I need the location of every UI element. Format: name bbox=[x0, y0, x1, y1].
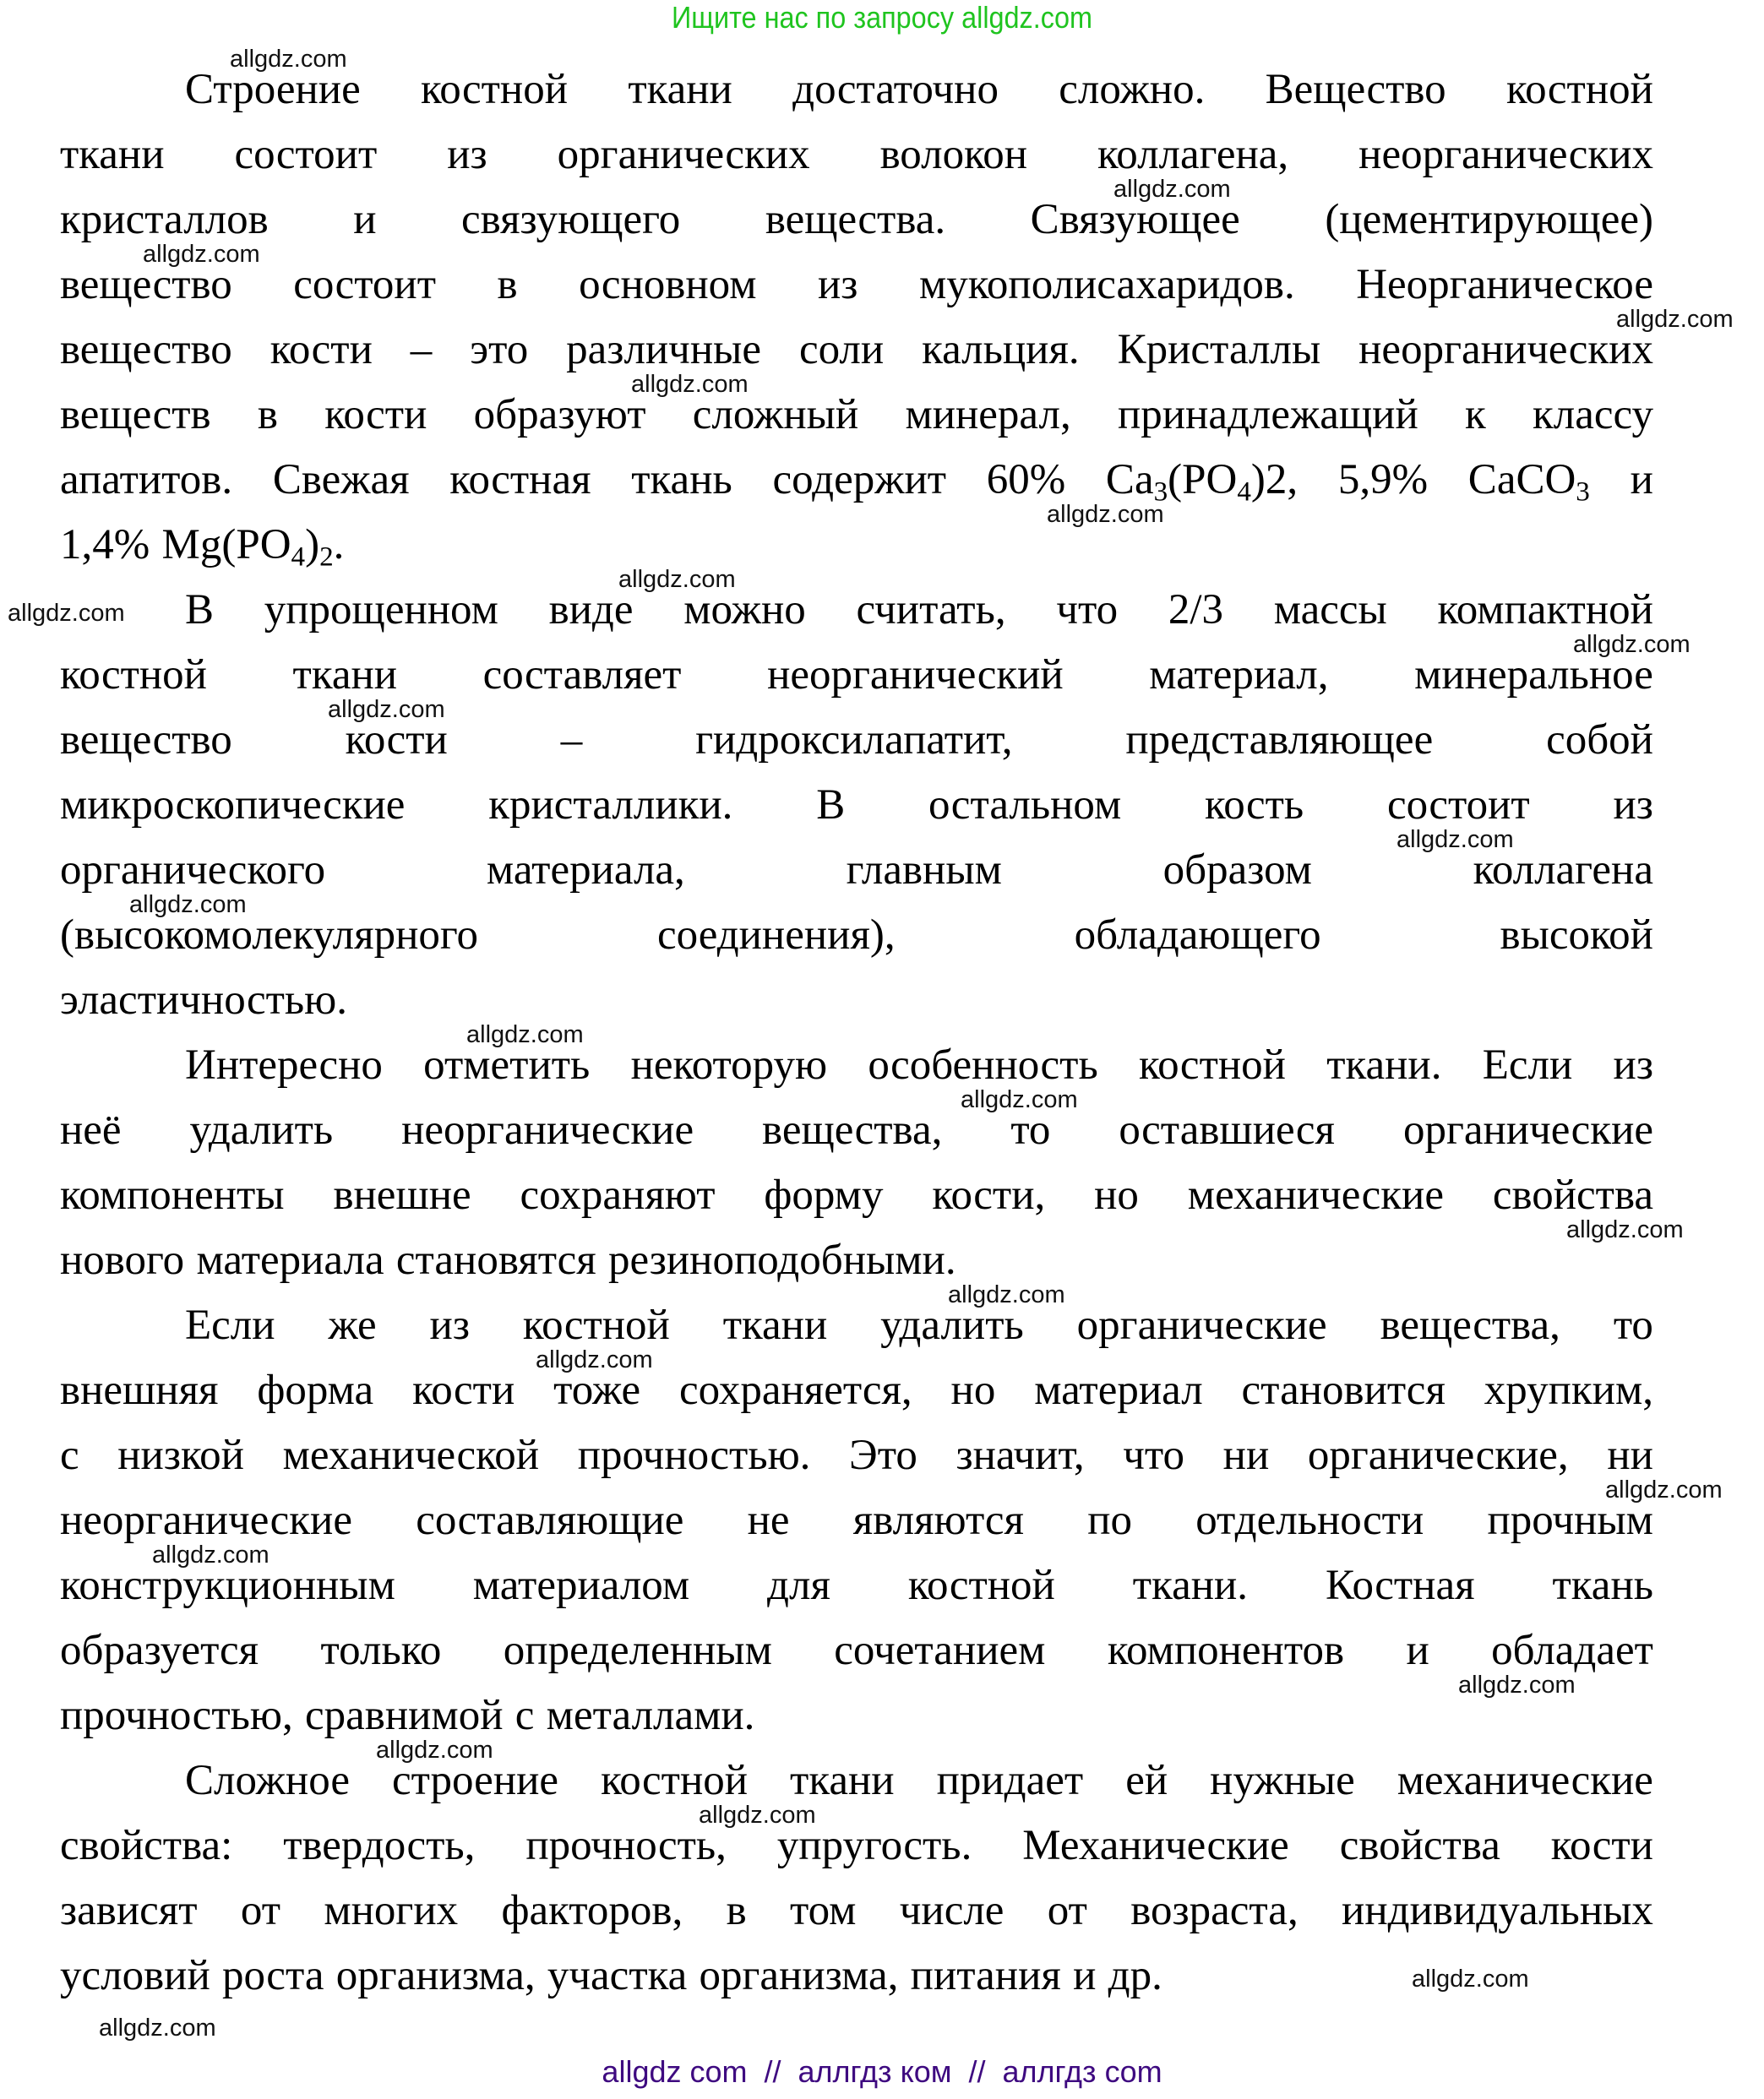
word: в bbox=[497, 261, 518, 308]
word: ткани. bbox=[1132, 1562, 1249, 1609]
word: механические bbox=[1396, 1757, 1653, 1804]
word: возраста, bbox=[1130, 1887, 1298, 1934]
text-line bbox=[60, 578, 1653, 643]
word: неорганические bbox=[60, 1497, 352, 1544]
word: неорганических bbox=[1358, 326, 1653, 373]
word: органического bbox=[60, 846, 326, 894]
word: CaCO$_3$ bbox=[1467, 456, 1590, 508]
word: к bbox=[1465, 391, 1486, 438]
word: составляющие bbox=[416, 1497, 684, 1544]
word: придает bbox=[936, 1757, 1084, 1804]
watermark-text: allgdz.com bbox=[328, 696, 445, 723]
word: в bbox=[257, 391, 278, 438]
word: минерал, bbox=[905, 391, 1071, 438]
text-line bbox=[60, 1228, 1653, 1293]
word: собой bbox=[1546, 716, 1653, 764]
word: сочетанием bbox=[834, 1627, 1046, 1674]
word: (цементирующее) bbox=[1325, 196, 1653, 243]
word: Костная bbox=[1326, 1562, 1475, 1609]
text-line bbox=[60, 318, 1653, 383]
text-line bbox=[60, 253, 1653, 318]
word: составляет bbox=[482, 651, 682, 699]
watermark-text: allgdz.com bbox=[699, 1802, 816, 1829]
word: форма bbox=[257, 1367, 374, 1414]
word: строение bbox=[392, 1757, 559, 1804]
word: ткани bbox=[292, 651, 398, 699]
word: Это bbox=[849, 1432, 917, 1479]
watermark-text: allgdz.com bbox=[152, 1542, 270, 1569]
text-line bbox=[60, 1358, 1653, 1423]
word: Кристаллы bbox=[1117, 326, 1321, 373]
word: основном bbox=[579, 261, 757, 308]
word: Интересно bbox=[185, 1041, 383, 1089]
word: мукополисахаридов. bbox=[918, 261, 1295, 308]
text-line bbox=[60, 188, 1653, 253]
word: то bbox=[1613, 1302, 1653, 1349]
word: материал bbox=[1034, 1367, 1203, 1414]
watermark-text: allgdz.com bbox=[1616, 306, 1734, 333]
word: вещества. bbox=[765, 196, 946, 243]
word: прочностью. bbox=[577, 1432, 811, 1479]
word: ткани bbox=[722, 1302, 828, 1349]
word: только bbox=[320, 1627, 442, 1674]
word: по bbox=[1087, 1497, 1133, 1544]
text-line bbox=[60, 122, 1653, 188]
word: внешняя bbox=[60, 1367, 219, 1414]
word: том bbox=[790, 1887, 857, 1934]
word: и bbox=[1406, 1627, 1429, 1674]
word: материалом bbox=[472, 1562, 690, 1609]
word: 2/3 bbox=[1168, 586, 1223, 634]
word: упрощенном bbox=[264, 586, 498, 634]
word: эластичностью. bbox=[60, 976, 348, 1024]
word: ткани bbox=[60, 131, 165, 178]
word: виде bbox=[548, 586, 634, 634]
word: Сложное bbox=[185, 1757, 350, 1804]
word: образуется bbox=[60, 1627, 259, 1674]
word: то bbox=[1010, 1107, 1051, 1154]
word: некоторую bbox=[630, 1041, 828, 1089]
text-line bbox=[60, 383, 1653, 448]
word: прочным bbox=[1487, 1497, 1653, 1544]
word: числе bbox=[899, 1887, 1004, 1934]
word: определенным bbox=[503, 1627, 772, 1674]
word: отметить bbox=[423, 1041, 591, 1089]
word: оставшиеся bbox=[1119, 1107, 1335, 1154]
word: (высокомолекулярного bbox=[60, 911, 479, 959]
word: ткань bbox=[1552, 1562, 1653, 1609]
word: ни bbox=[1607, 1432, 1653, 1479]
word: Строение bbox=[185, 66, 361, 113]
watermark-text: allgdz.com bbox=[376, 1737, 493, 1764]
word: не bbox=[747, 1497, 790, 1544]
word: др. bbox=[1108, 1952, 1162, 1999]
watermark-text: allgdz.com bbox=[1566, 1216, 1684, 1243]
word: ткани. bbox=[1326, 1041, 1442, 1089]
word: металлами. bbox=[546, 1692, 755, 1739]
word: внешне bbox=[333, 1172, 471, 1219]
word: массы bbox=[1273, 586, 1387, 634]
word: коллагена bbox=[1473, 846, 1653, 894]
word: организма, bbox=[699, 1952, 899, 1999]
word: $Ca_3(PO_4)2$, bbox=[1105, 456, 1298, 508]
text-line bbox=[60, 708, 1653, 773]
word: компоненты bbox=[60, 1172, 285, 1219]
word: что bbox=[1123, 1432, 1185, 1479]
text-line bbox=[60, 513, 1653, 578]
word: с bbox=[514, 1692, 535, 1739]
word: органические, bbox=[1307, 1432, 1569, 1479]
word: вещество bbox=[60, 716, 232, 764]
word: ткани bbox=[628, 66, 732, 113]
word: тоже bbox=[553, 1367, 641, 1414]
watermark-text: allgdz.com bbox=[129, 891, 247, 918]
word: являются bbox=[852, 1497, 1024, 1544]
word: сохраняют bbox=[520, 1172, 716, 1219]
word: апатитов. bbox=[60, 456, 233, 503]
word: удалить bbox=[189, 1107, 334, 1154]
word: зависят bbox=[60, 1887, 198, 1934]
word: резиноподобными. bbox=[607, 1237, 956, 1284]
word: Неорганическое bbox=[1356, 261, 1653, 308]
word: представляющее bbox=[1125, 716, 1434, 764]
text-line bbox=[60, 1488, 1653, 1553]
watermark-text: allgdz.com bbox=[961, 1086, 1078, 1113]
word: соли bbox=[798, 326, 885, 373]
watermark-text: allgdz.com bbox=[466, 1021, 584, 1048]
text-line bbox=[60, 968, 1653, 1033]
word: же bbox=[328, 1302, 377, 1349]
word: материала bbox=[196, 1237, 384, 1284]
word: органические bbox=[1402, 1107, 1653, 1154]
word: Вещество bbox=[1265, 66, 1446, 113]
word: из bbox=[447, 131, 487, 178]
word: форму bbox=[764, 1172, 884, 1219]
watermark-text: allgdz.com bbox=[1047, 501, 1164, 528]
word: из bbox=[817, 261, 858, 308]
word: и bbox=[353, 196, 377, 243]
word: от bbox=[240, 1887, 281, 1934]
word: сложный bbox=[692, 391, 859, 438]
word: веществ bbox=[60, 391, 211, 438]
word: костной bbox=[421, 66, 569, 113]
word: Связующее bbox=[1030, 196, 1240, 243]
word: В bbox=[816, 781, 846, 829]
word: кости bbox=[345, 716, 448, 764]
text-line bbox=[60, 1814, 1653, 1879]
word: значит, bbox=[956, 1432, 1085, 1479]
word: кристаллов bbox=[60, 196, 269, 243]
word: механической bbox=[282, 1432, 540, 1479]
word: для bbox=[767, 1562, 830, 1609]
word: из bbox=[429, 1302, 470, 1349]
word: условий bbox=[60, 1952, 210, 1999]
word: считать, bbox=[856, 586, 1006, 634]
word: с bbox=[60, 1432, 79, 1479]
word: прочностью, bbox=[60, 1692, 293, 1739]
word: свойства bbox=[1339, 1822, 1500, 1869]
word: обладающего bbox=[1074, 911, 1321, 959]
watermark-text: allgdz.com bbox=[536, 1346, 653, 1373]
word: нужные bbox=[1210, 1757, 1355, 1804]
word: Механические bbox=[1022, 1822, 1289, 1869]
word: различные bbox=[566, 326, 762, 373]
word: состоит bbox=[293, 261, 437, 308]
word: из bbox=[1613, 1041, 1653, 1089]
word: что bbox=[1056, 586, 1119, 634]
word: органических bbox=[557, 131, 810, 178]
text-line bbox=[60, 1553, 1653, 1618]
word: – bbox=[410, 326, 433, 373]
text-line bbox=[60, 1033, 1653, 1098]
word: факторов, bbox=[501, 1887, 683, 1934]
watermark-text: allgdz.com bbox=[230, 46, 347, 73]
word: это bbox=[470, 326, 529, 373]
word: – bbox=[560, 716, 583, 764]
watermark-text: allgdz.com bbox=[948, 1281, 1065, 1308]
word: В bbox=[185, 586, 215, 634]
word: можно bbox=[683, 586, 806, 634]
word: ей bbox=[1125, 1757, 1168, 1804]
text-line bbox=[60, 1293, 1653, 1358]
word: из bbox=[1613, 781, 1653, 829]
word: коллагена, bbox=[1097, 131, 1289, 178]
word: костной bbox=[907, 1562, 1055, 1609]
word: кость bbox=[1205, 781, 1304, 829]
word: роста bbox=[222, 1952, 324, 1999]
watermark-text: allgdz.com bbox=[1458, 1672, 1576, 1699]
word: кости bbox=[412, 1367, 515, 1414]
watermark-text: allgdz.com bbox=[1113, 176, 1231, 203]
word: многих bbox=[324, 1887, 459, 1934]
word: неорганических bbox=[1358, 131, 1653, 178]
word: конструкционным bbox=[60, 1562, 395, 1609]
word: Свежая bbox=[272, 456, 410, 503]
word: органические bbox=[1076, 1302, 1327, 1349]
word: достаточно bbox=[792, 66, 999, 113]
word: кости bbox=[270, 326, 373, 373]
word: гидроксилапатит, bbox=[695, 716, 1013, 764]
word: удалить bbox=[880, 1302, 1024, 1349]
word: особенность bbox=[868, 1041, 1098, 1089]
word: низкой bbox=[117, 1432, 244, 1479]
word: 5,9% bbox=[1337, 456, 1429, 503]
word: питания bbox=[910, 1952, 1061, 1999]
word: материала, bbox=[486, 846, 685, 894]
word: прочность, bbox=[525, 1822, 727, 1869]
word: ткани bbox=[790, 1757, 895, 1804]
word: кристаллики. bbox=[488, 781, 733, 829]
word: костной bbox=[1138, 1041, 1286, 1089]
word: Если bbox=[185, 1302, 275, 1349]
word: свойства bbox=[1492, 1172, 1653, 1219]
word: образуют bbox=[473, 391, 646, 438]
word: минеральное bbox=[1414, 651, 1653, 699]
word: неорганический bbox=[767, 651, 1064, 699]
search-hint-banner: Ищите нас по запросу allgdz.com bbox=[672, 0, 1092, 35]
word: от bbox=[1047, 1887, 1087, 1934]
word: участка bbox=[547, 1952, 688, 1999]
word: сохраняется, bbox=[679, 1367, 912, 1414]
word: образом bbox=[1162, 846, 1312, 894]
word: костной bbox=[60, 651, 207, 699]
word: становятся bbox=[395, 1237, 596, 1284]
watermark-text: allgdz.com bbox=[1396, 826, 1514, 853]
word: но bbox=[1094, 1172, 1139, 1219]
word: свойства: bbox=[60, 1822, 233, 1869]
word: 1,4% bbox=[60, 521, 150, 568]
text-line bbox=[60, 1423, 1653, 1488]
watermark-text: allgdz.com bbox=[99, 2015, 216, 2042]
word: ни bbox=[1222, 1432, 1270, 1479]
text-line bbox=[60, 1683, 1653, 1748]
word: классу bbox=[1533, 391, 1653, 438]
word: обладает bbox=[1491, 1627, 1653, 1674]
word: в bbox=[726, 1887, 747, 1934]
word: главным bbox=[846, 846, 1002, 894]
text-line bbox=[60, 1163, 1653, 1228]
word: неё bbox=[60, 1107, 122, 1154]
word: кости, bbox=[932, 1172, 1046, 1219]
watermark-text: allgdz.com bbox=[1573, 631, 1690, 658]
word: кости bbox=[1550, 1822, 1653, 1869]
word: состоит bbox=[234, 131, 378, 178]
watermark-text: allgdz.com bbox=[8, 600, 125, 627]
word: индивидуальных bbox=[1342, 1887, 1653, 1934]
text-line bbox=[60, 448, 1653, 513]
watermark-text: allgdz.com bbox=[1605, 1476, 1723, 1504]
word: вещество bbox=[60, 326, 232, 373]
document-body bbox=[60, 57, 1653, 2009]
watermark-text: allgdz.com bbox=[1412, 1966, 1529, 1993]
word: костной bbox=[1505, 66, 1653, 113]
word: компактной bbox=[1437, 586, 1653, 634]
watermark-text: allgdz.com bbox=[618, 566, 736, 593]
word: неорганические bbox=[401, 1107, 694, 1154]
word: сложно. bbox=[1059, 66, 1206, 113]
word: вещество bbox=[60, 261, 232, 308]
word: $Mg(PO_4)_2$. bbox=[161, 521, 345, 573]
word: волокон bbox=[879, 131, 1028, 178]
word: костной bbox=[601, 1757, 749, 1804]
word: но bbox=[950, 1367, 996, 1414]
word: твердость, bbox=[283, 1822, 476, 1869]
word: материал, bbox=[1149, 651, 1329, 699]
word: микроскопические bbox=[60, 781, 406, 829]
word: упругость. bbox=[776, 1822, 972, 1869]
word: и bbox=[1630, 456, 1653, 503]
word: хрупким, bbox=[1484, 1367, 1653, 1414]
text-line bbox=[60, 903, 1653, 968]
text-line bbox=[60, 1879, 1653, 1944]
word: Если bbox=[1482, 1041, 1573, 1089]
word: высокой bbox=[1500, 911, 1653, 959]
word: организма, bbox=[335, 1952, 536, 1999]
word: содержит bbox=[772, 456, 947, 503]
word: механические bbox=[1187, 1172, 1444, 1219]
word: принадлежащий bbox=[1117, 391, 1418, 438]
word: костной bbox=[522, 1302, 670, 1349]
word: связующего bbox=[461, 196, 681, 243]
word: нового bbox=[60, 1237, 185, 1284]
watermark-text: allgdz.com bbox=[143, 241, 260, 268]
word: ткань bbox=[631, 456, 732, 503]
word: соединения), bbox=[656, 911, 896, 959]
word: сравнимой bbox=[304, 1692, 504, 1739]
text-line bbox=[60, 1098, 1653, 1163]
word: 60% bbox=[986, 456, 1066, 503]
text-line bbox=[60, 1748, 1653, 1814]
watermark-text: allgdz.com bbox=[631, 371, 749, 398]
word: костная bbox=[449, 456, 591, 503]
text-line bbox=[60, 1618, 1653, 1683]
word: вещества, bbox=[762, 1107, 943, 1154]
word: остальном bbox=[928, 781, 1122, 829]
word: становится bbox=[1241, 1367, 1446, 1414]
word: и bbox=[1073, 1952, 1097, 1999]
word: вещества, bbox=[1380, 1302, 1560, 1349]
word: состоит bbox=[1386, 781, 1530, 829]
word: кальция. bbox=[922, 326, 1080, 373]
footer-watermark: allgdz com // аллгдз ком // аллгдз com bbox=[602, 2054, 1162, 2089]
text-line bbox=[60, 643, 1653, 708]
word: кости bbox=[324, 391, 427, 438]
word: компонентов bbox=[1107, 1627, 1345, 1674]
word: отдельности bbox=[1195, 1497, 1424, 1544]
